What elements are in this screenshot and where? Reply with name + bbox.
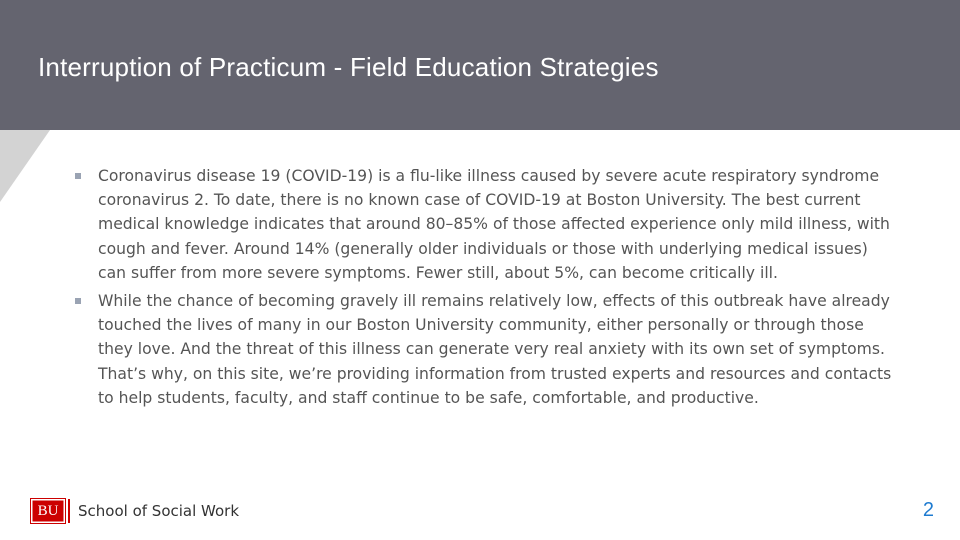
- bu-logo-mark: BU: [30, 498, 66, 524]
- school-name: School of Social Work: [78, 502, 240, 520]
- square-bullet-icon: [75, 298, 81, 304]
- bullet-text: While the chance of becoming gravely ill remains relatively low, effects of this outbreak have already touched the lives of many in our Boston University community, either personally or through those they love. And the threat of this illness can generate very real anxiety with its own set of symptoms. That’s why, on this site, we’re providing information from trusted experts and resources and contacts to help students, faculty, and staff continue to be safe, comfortable, and productive.: [98, 292, 892, 407]
- bullet-text: Coronavirus disease 19 (COVID-19) is a flu-like illness caused by severe acute respiratory syndrome coronavirus 2. To date, there is no known case of COVID-19 at Boston University. The best current medical knowledge indicates that around 80–85% of those affected experience only mild illness, with cough and fever. Around 14% (generally older individuals or those with underlying medical issues) can suffer from more severe symptoms. Fewer still, about 5%, can become critically ill.: [98, 167, 890, 282]
- page-number: 2: [922, 499, 934, 521]
- bullet-item: [75, 289, 895, 410]
- title-banner: [0, 0, 960, 130]
- corner-triangle-graphic: [0, 130, 80, 210]
- bullet-item: [75, 164, 895, 285]
- bu-school-logo: [30, 498, 239, 524]
- slide-title: Interruption of Practicum - Field Education Strategies: [38, 52, 659, 82]
- slide-body: [75, 164, 895, 414]
- square-bullet-icon: [75, 173, 81, 179]
- logo-divider: [68, 499, 70, 523]
